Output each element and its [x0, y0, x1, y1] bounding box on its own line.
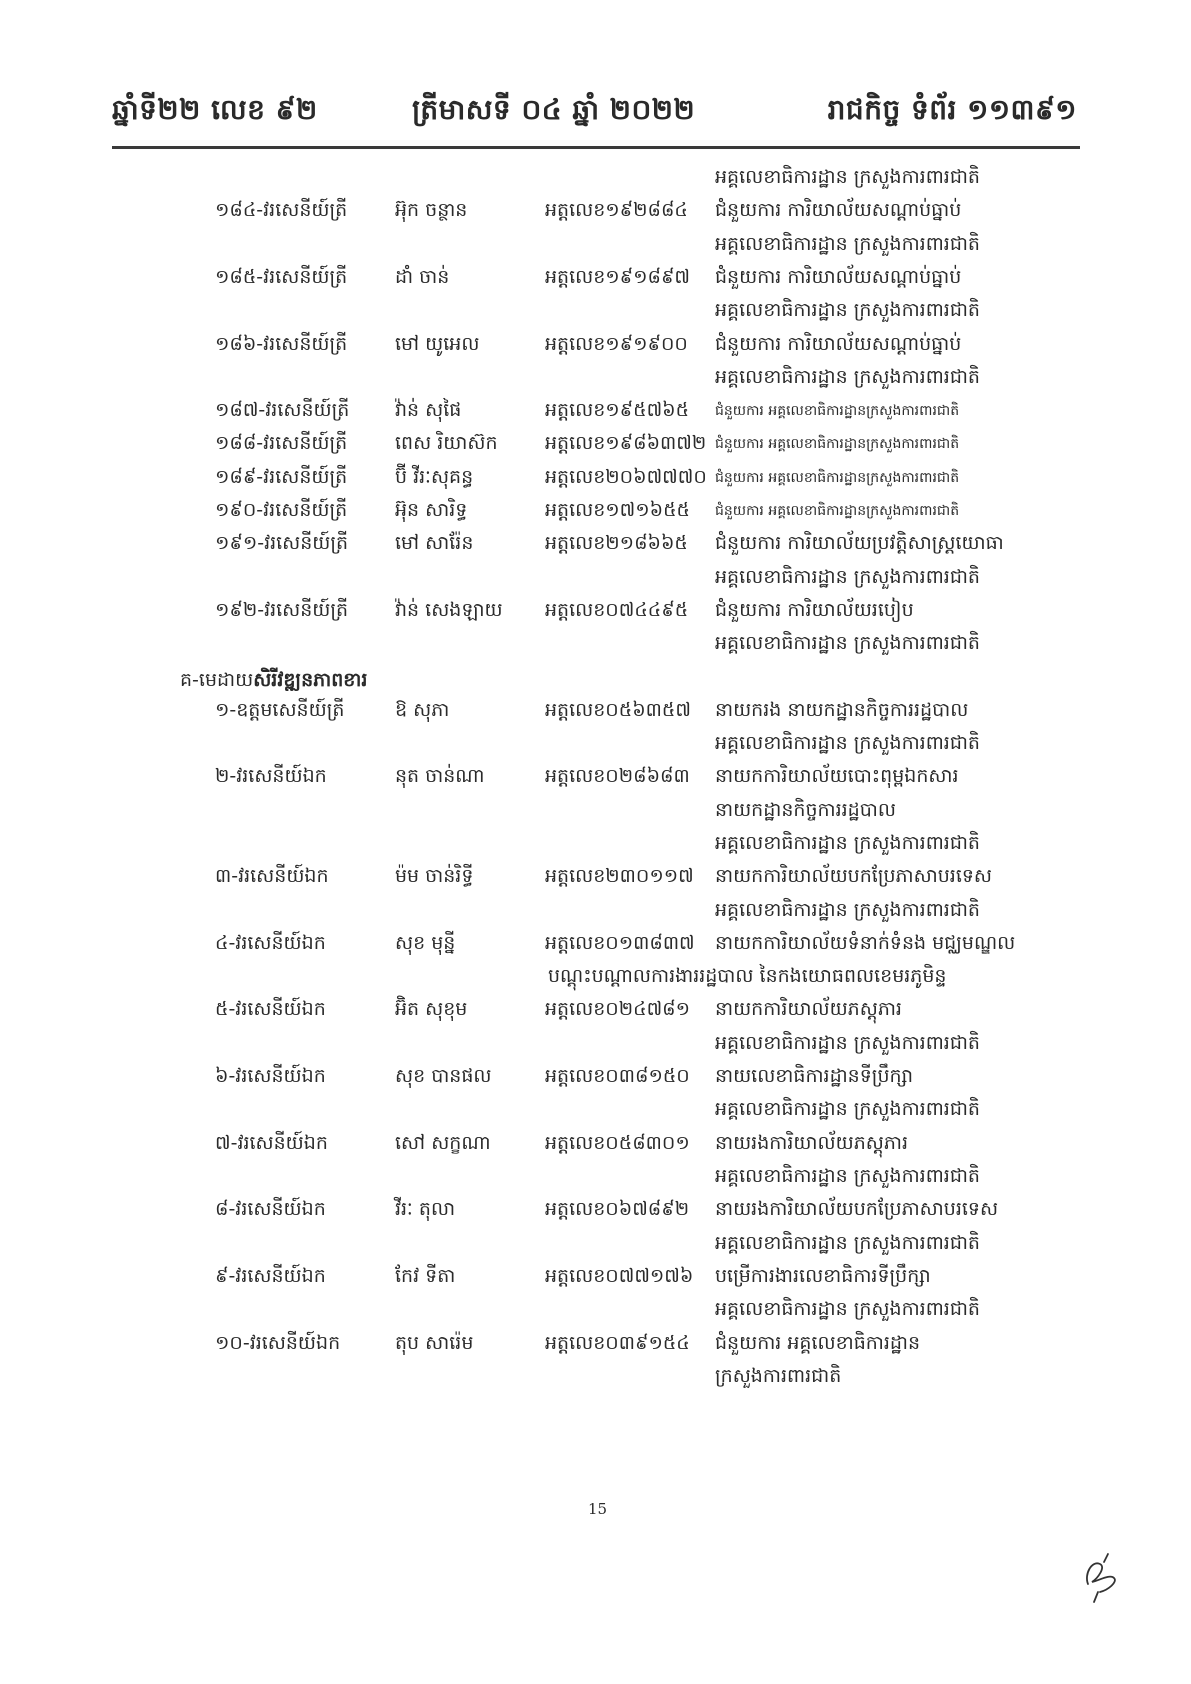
- rank-cell: ១៩២-វរសេនីយ៍ត្រី: [215, 599, 349, 621]
- rank-cell: ២-វរសេនីយ៍ឯក: [215, 765, 327, 787]
- rank-cell: ៣-វរសេនីយ៍ឯក: [215, 865, 329, 887]
- header-divider: [112, 146, 1080, 149]
- position-cell: នាយកការិយាល័យបោះពុម្ពឯកសារ: [715, 765, 959, 787]
- position-cell: អគ្គលេខាធិការដ្ឋាន ក្រសួងការពារជាតិ: [715, 366, 980, 388]
- rank-cell: ៩-វរសេនីយ៍ឯក: [215, 1265, 326, 1287]
- position-cell: នាយកការិយាល័យបកប្រែភាសាបរទេស: [715, 865, 993, 887]
- position-cell: អគ្គលេខាធិការដ្ឋាន ក្រសួងការពារជាតិ: [715, 233, 980, 255]
- section-prefix: គ-មេដាយ: [180, 669, 254, 691]
- id-number-cell: អត្តលេខ១៩៨៦៣៧២: [545, 432, 707, 454]
- position-cell: ជំនួយការ អគ្គលេខាធិការដ្ឋានក្រសួងការពារជាតិ: [715, 403, 960, 419]
- position-cell: អគ្គលេខាធិការដ្ឋាន ក្រសួងការពារជាតិ: [715, 1232, 980, 1254]
- position-cell: អគ្គលេខាធិការដ្ឋាន ក្រសួងការពារជាតិ: [715, 1298, 980, 1320]
- signature-mark: [1078, 1548, 1126, 1606]
- name-cell: ពេស រិយាស៊ក: [395, 432, 498, 454]
- rank-cell: ១០-វរសេនីយ៍ឯក: [215, 1332, 341, 1354]
- page-header: [112, 88, 1077, 138]
- id-number-cell: អត្តលេខ០៣៩១៥៤: [545, 1332, 690, 1354]
- name-cell: កែវ ទីតា: [395, 1265, 456, 1287]
- position-cell: ជំនួយការ ការិយាល័យសណ្តាប់ធ្នាប់: [715, 266, 962, 288]
- position-cell: អគ្គលេខាធិការដ្ឋាន ក្រសួងការពារជាតិ: [715, 299, 980, 321]
- rank-cell: ១៨៦-វរសេនីយ៍ត្រី: [215, 333, 348, 355]
- position-cell: ជំនួយការ អគ្គលេខាធិការដ្ឋាន: [715, 1332, 921, 1354]
- header-issue: ឆ្នាំទី២២ លេខ ៩២: [112, 93, 318, 126]
- header-gazette-page: រាជកិច្ច ទំព័រ ១១៣៩១: [827, 93, 1077, 126]
- rank-cell: ៧-វរសេនីយ៍ឯក: [215, 1132, 328, 1154]
- name-cell: ប៊ី វីរៈសុគន្ធ: [395, 466, 474, 488]
- position-cell: អគ្គលេខាធិការដ្ឋាន ក្រសួងការពារជាតិ: [715, 1098, 980, 1120]
- section-heading: [180, 668, 367, 696]
- name-cell: សៅ សក្ខណា: [395, 1132, 491, 1154]
- position-cell: អគ្គលេខាធិការដ្ឋាន ក្រសួងការពារជាតិ: [715, 899, 980, 921]
- id-number-cell: អត្តលេខ០២៤៧៨១: [545, 998, 691, 1020]
- position-cell: ជំនួយការ អគ្គលេខាធិការដ្ឋានក្រសួងការពារជាតិ: [715, 503, 960, 519]
- page-number: 15: [588, 1500, 608, 1518]
- name-cell: នុត ចាន់ណា: [395, 765, 485, 787]
- name-cell: តុប សារ៉េម: [395, 1332, 474, 1354]
- position-cell: ជំនួយការ ការិយាល័យសណ្តាប់ធ្នាប់: [715, 199, 962, 221]
- position-cell: នាយករង នាយកដ្ឋានកិច្ចការរដ្ឋបាល: [715, 699, 969, 721]
- position-continuation: បណ្តុះបណ្តាលការងាររដ្ឋបាល នៃកងយោធពលខេមរភូមិន្ទ: [548, 965, 947, 987]
- rank-cell: ១៨៥-វរសេនីយ៍ត្រី: [215, 266, 348, 288]
- name-cell: សុខ មុន្នី: [395, 932, 456, 954]
- name-cell: អ៊ុក ចន្ថាន: [395, 199, 468, 221]
- rank-cell: ១៨៤-វរសេនីយ៍ត្រី: [215, 199, 348, 221]
- name-cell: មៅ សារ៉ែន: [395, 532, 474, 554]
- name-cell: អ៊ិត សុខុម: [395, 998, 468, 1020]
- rank-cell: ១៨៩-វរសេនីយ៍ត្រី: [215, 466, 348, 488]
- position-cell: នាយកដ្ឋានកិច្ចការរដ្ឋបាល: [715, 799, 896, 821]
- position-cell: ជំនួយការ ការិយាល័យសណ្តាប់ធ្នាប់: [715, 333, 962, 355]
- position-cell: បម្រើការងារលេខាធិការទីប្រឹក្សា: [715, 1265, 931, 1287]
- position-cell: ជំនួយការ ការិយាល័យប្រវត្តិសាស្ត្រយោធា: [715, 532, 1004, 554]
- position-cell: នាយកការិយាល័យភស្តុភារ: [715, 998, 902, 1020]
- id-number-cell: អត្តលេខ០៦៧៨៩២: [545, 1198, 690, 1220]
- position-cell: អគ្គលេខាធិការដ្ឋាន ក្រសួងការពារជាតិ: [715, 1032, 980, 1054]
- id-number-cell: អត្តលេខ០៣៨១៥០: [545, 1065, 690, 1087]
- id-number-cell: អត្តលេខ០១៣៨៣៧: [545, 932, 695, 954]
- header-quarter: ត្រីមាសទី ០៤ ឆ្នាំ ២០២២: [412, 93, 696, 126]
- id-number-cell: អត្តលេខ២៣០១១៧: [545, 865, 694, 887]
- position-cell: នាយរងការិយាល័យភស្តុភារ: [715, 1132, 908, 1154]
- position-cell: នាយលេខាធិការដ្ឋានទីប្រឹក្សា: [715, 1065, 913, 1087]
- id-number-cell: អត្តលេខ១៩១៩០០: [545, 333, 688, 355]
- rank-cell: ១-ឧត្តមសេនីយ៍ត្រី: [215, 699, 345, 721]
- rank-cell: ១៨៨-វរសេនីយ៍ត្រី: [215, 432, 348, 454]
- position-cell: អគ្គលេខាធិការដ្ឋាន ក្រសួងការពារជាតិ: [715, 632, 980, 654]
- name-cell: មៅ យូអេល: [395, 333, 480, 355]
- position-cell: អគ្គលេខាធិការដ្ឋាន ក្រសួងការពារជាតិ: [715, 1165, 980, 1187]
- id-number-cell: អត្តលេខ០៧៤៤៩៥: [545, 599, 689, 621]
- id-number-cell: អត្តលេខ២១៨៦៦៥: [545, 532, 688, 554]
- rank-cell: ១៩១-វរសេនីយ៍ត្រី: [215, 532, 349, 554]
- position-cell: ជំនួយការ អគ្គលេខាធិការដ្ឋានក្រសួងការពារជាតិ: [715, 470, 960, 486]
- name-cell: ដាំ ចាន់: [395, 266, 450, 288]
- position-cell: នាយកការិយាល័យទំនាក់ទំនង មជ្ឈមណ្ឌល: [715, 932, 1016, 954]
- id-number-cell: អត្តលេខ០២៨៦៨៣: [545, 765, 690, 787]
- id-number-cell: អត្តលេខ១៩៥៧៦៥: [545, 399, 690, 421]
- name-cell: ម៉ម ចាន់រិទ្ធី: [395, 865, 474, 887]
- id-number-cell: អត្តលេខ០៥៨៣០១: [545, 1132, 690, 1154]
- name-cell: វ៉ាន់ សុផៃ: [395, 399, 462, 421]
- id-number-cell: អត្តលេខ១៩២៨៨៤: [545, 199, 688, 221]
- id-number-cell: អត្តលេខ១៩១៨៩៧: [545, 266, 691, 288]
- position-cell: អគ្គលេខាធិការដ្ឋាន ក្រសួងការពារជាតិ: [715, 832, 980, 854]
- id-number-cell: អត្តលេខ១៧១៦៥៥: [545, 499, 691, 521]
- position-cell: ជំនួយការ អគ្គលេខាធិការដ្ឋានក្រសួងការពារជាតិ: [715, 436, 960, 452]
- rank-cell: ៤-វរសេនីយ៍ឯក: [215, 932, 326, 954]
- position-cell: អគ្គលេខាធិការដ្ឋាន ក្រសួងការពារជាតិ: [715, 566, 980, 588]
- name-cell: ឱ សុភា: [395, 699, 450, 721]
- name-cell: សុខ បានផល: [395, 1065, 492, 1087]
- id-number-cell: អត្តលេខ២០៦៧៧៧០: [545, 466, 707, 488]
- rank-cell: ១៩០-វរសេនីយ៍ត្រី: [215, 499, 348, 521]
- position-cell: អគ្គលេខាធិការដ្ឋាន ក្រសួងការពារជាតិ: [715, 166, 980, 188]
- position-cell: នាយរងការិយាល័យបកប្រែភាសាបរទេស: [715, 1198, 999, 1220]
- id-number-cell: អត្តលេខ០៥៦៣៥៧: [545, 699, 691, 721]
- name-cell: វ៉ាន់ សេងឡាយ: [395, 599, 503, 621]
- position-cell: អគ្គលេខាធិការដ្ឋាន ក្រសួងការពារជាតិ: [715, 732, 980, 754]
- rank-cell: ៨-វរសេនីយ៍ឯក: [215, 1198, 326, 1220]
- id-number-cell: អត្តលេខ០៧៧១៧៦: [545, 1265, 694, 1287]
- name-cell: អ៊ុន សារិទ្ធ: [395, 499, 468, 521]
- position-cell: ក្រសួងការពារជាតិ: [715, 1365, 842, 1387]
- position-cell: ជំនួយការ ការិយាល័យរបៀប: [715, 599, 914, 621]
- rank-cell: ៥-វរសេនីយ៍ឯក: [215, 998, 326, 1020]
- rank-cell: ៦-វរសេនីយ៍ឯក: [215, 1065, 326, 1087]
- rank-cell: ១៨៧-វរសេនីយ៍ត្រី: [215, 399, 350, 421]
- section-title: សិរីវឌ្ឍនភាពខារ: [253, 669, 368, 691]
- name-cell: វីរៈ តុលា: [395, 1198, 456, 1220]
